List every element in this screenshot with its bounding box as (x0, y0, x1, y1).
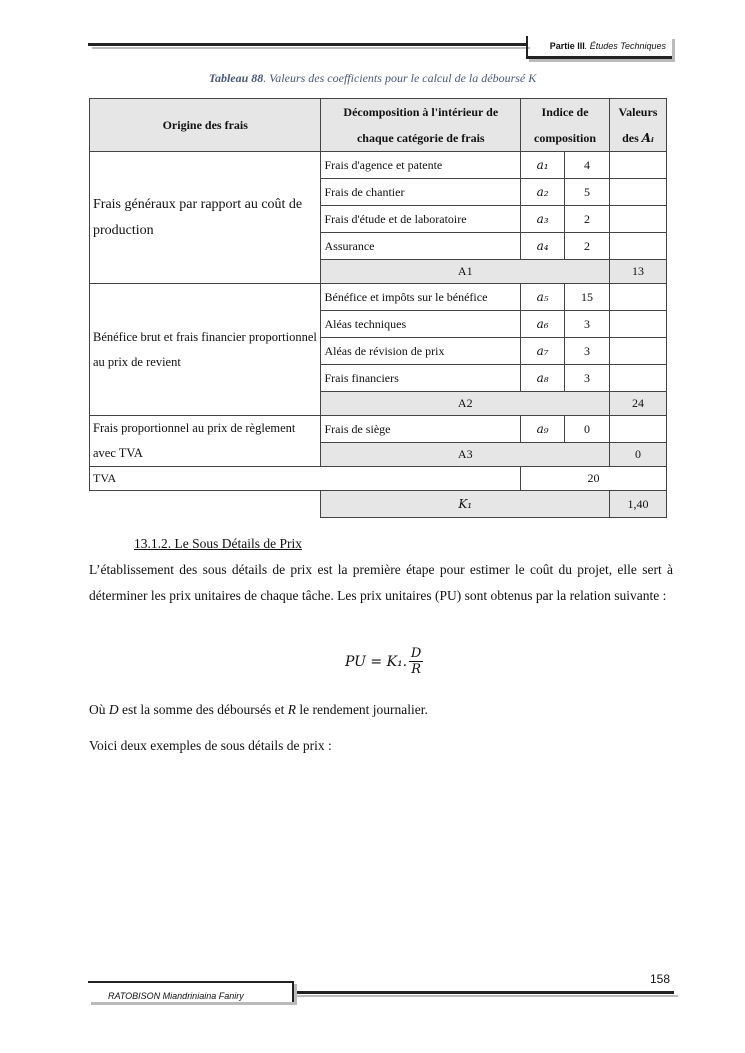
header-values-symbol: Aᵢ (641, 131, 654, 145)
caption-text: . Valeurs des coefficients pour le calcul de la déboursé K (263, 71, 537, 85)
row-empty (610, 338, 667, 365)
k-value: 1,40 (610, 491, 667, 518)
table-row (90, 284, 667, 311)
row-label: Frais de siège (321, 416, 521, 443)
def-part-c: le rendement journalier. (295, 702, 428, 717)
tva-label: TVA (90, 467, 521, 491)
row-symbol: a₁ (521, 152, 565, 179)
footer-author: RATOBISON Miandriniaina Faniry (108, 991, 244, 1001)
row-symbol: a₉ (521, 416, 565, 443)
def-var-d: D (108, 702, 119, 717)
section-title: 13.1.2. Le Sous Détails de Prix (134, 536, 302, 551)
table-row (90, 152, 667, 179)
group1-origin: Frais généraux par rapport au coût de production (90, 152, 321, 284)
k-label: K₁ (321, 491, 610, 518)
row-empty (610, 233, 667, 260)
header-rule (88, 43, 526, 46)
table-header-row (90, 99, 667, 152)
row-empty (610, 206, 667, 233)
footer-rule-shadow (296, 995, 678, 997)
pu-formula (345, 646, 423, 677)
subtotal-label: A2 (321, 392, 610, 416)
subtotal-value: 24 (610, 392, 667, 416)
formula-lhs: PU = K₁. (345, 653, 408, 670)
row-empty (610, 311, 667, 338)
header-part: Partie III (549, 41, 585, 51)
row-value: 3 (565, 365, 610, 392)
row-symbol: a₃ (521, 206, 565, 233)
formula-numerator: D (410, 646, 422, 661)
row-symbol: a₂ (521, 179, 565, 206)
row-value: 3 (565, 338, 610, 365)
header-index: Indice de composition (521, 99, 610, 152)
def-part-a: Où (89, 702, 109, 717)
subtotal-value: 13 (610, 260, 667, 284)
subtotal-value: 0 (610, 443, 667, 467)
footer-rule (292, 991, 674, 994)
row-value: 2 (565, 206, 610, 233)
k-spacer (90, 491, 321, 518)
header-values (610, 99, 667, 152)
row-label: Aléas techniques (321, 311, 521, 338)
row-value: 4 (565, 152, 610, 179)
row-value: 15 (565, 284, 610, 311)
tva-row (90, 467, 667, 491)
row-label: Frais de chantier (321, 179, 521, 206)
header-decomposition: Décomposition à l'intérieur de chaque catégorie de frais (321, 99, 521, 152)
coefficients-table (89, 98, 667, 518)
formula-fraction (409, 646, 423, 677)
row-label: Frais d'étude et de laboratoire (321, 206, 521, 233)
footer-box (88, 981, 294, 1002)
running-header (550, 41, 666, 51)
row-label: Assurance (321, 233, 521, 260)
row-value: 3 (565, 311, 610, 338)
row-empty (610, 416, 667, 443)
table-caption (0, 71, 745, 86)
row-label: Aléas de révision de prix (321, 338, 521, 365)
def-part-b: est la somme des déboursés et (118, 702, 288, 717)
caption-label: Tableau 88 (208, 71, 264, 85)
paragraph-examples: Voici deux exemples de sous détails de prix : (89, 738, 332, 753)
row-value: 5 (565, 179, 610, 206)
formula-denominator: R (411, 662, 422, 677)
row-empty (610, 365, 667, 392)
row-label: Frais financiers (321, 365, 521, 392)
group2-origin: Bénéfice brut et frais financier proportionnel au prix de revient (90, 284, 321, 416)
paragraph-definition (89, 697, 673, 723)
subtotal-label: A3 (321, 443, 610, 467)
table-row (90, 416, 667, 443)
row-symbol: a₈ (521, 365, 565, 392)
row-symbol: a₇ (521, 338, 565, 365)
k-row (90, 491, 667, 518)
paragraph-intro: L’établissement des sous détails de prix est la première étape pour estimer le coût du projet, elle sert à déterminer les prix unitaires de chaque tâche. Les prix unitaires (PU) sont obtenus par la relation suivante : (89, 562, 673, 603)
row-symbol: a₅ (521, 284, 565, 311)
page-number: 158 (650, 972, 671, 986)
row-label: Bénéfice et impôts sur le bénéfice (321, 284, 521, 311)
row-value: 0 (565, 416, 610, 443)
row-value: 2 (565, 233, 610, 260)
subtotal-label: A1 (321, 260, 610, 284)
header-values-label: Valeurs des (618, 105, 658, 145)
row-empty (610, 284, 667, 311)
group3-origin: Frais proportionnel au prix de règlement avec TVA (90, 416, 321, 467)
row-label: Frais d'agence et patente (321, 152, 521, 179)
header-box (526, 36, 672, 59)
row-empty (610, 152, 667, 179)
row-symbol: a₆ (521, 311, 565, 338)
row-empty (610, 179, 667, 206)
header-origin: Origine des frais (90, 99, 321, 152)
tva-value: 20 (521, 467, 667, 491)
def-var-r: R (287, 702, 296, 717)
header-rule-shadow (92, 47, 530, 49)
row-symbol: a₄ (521, 233, 565, 260)
header-title: . Études Techniques (584, 41, 666, 51)
